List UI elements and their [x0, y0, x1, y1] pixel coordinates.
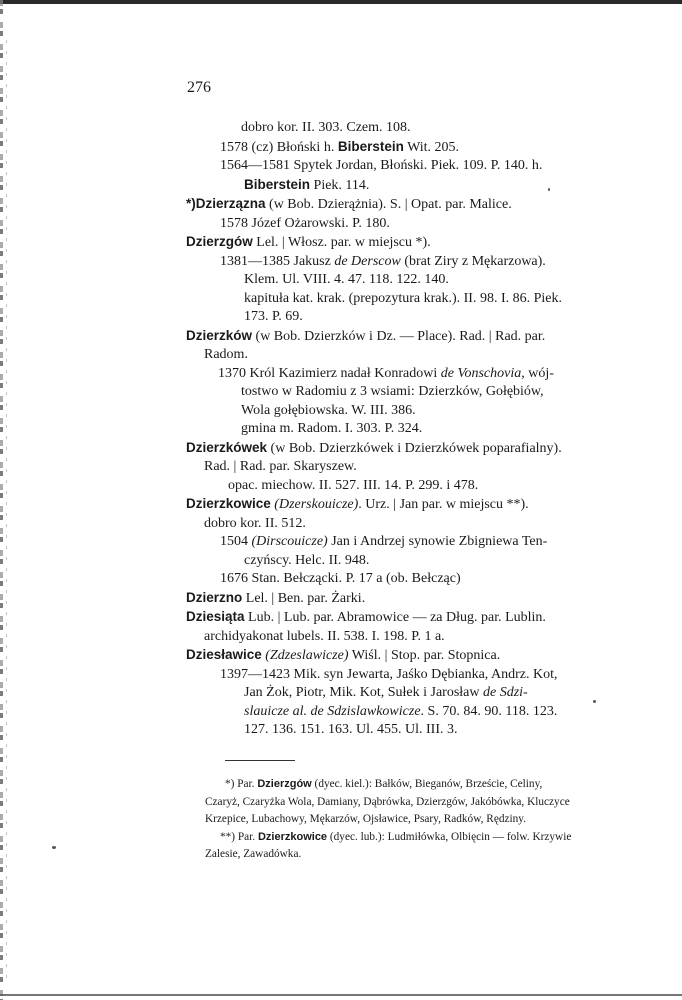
entry-headword: Dziesiąta [186, 609, 245, 624]
entry-line [186, 703, 646, 722]
text-run: 1676 Stan. Bełczącki. P. 17 a (ob. Bełcząc) [220, 571, 461, 586]
footnote-line [205, 846, 637, 864]
text-run: opac. miechow. II. 527. III. 14. P. 299. i 478. [228, 477, 479, 493]
entry-line [186, 138, 646, 158]
entry-line [186, 721, 646, 740]
entry-line [186, 628, 646, 647]
text-run: Klem. Ul. VIII. 4. 47. 118. 122. 140. [244, 272, 449, 287]
entry-headword: Dzierzkowice [186, 496, 271, 511]
scan-edge-top [0, 0, 682, 4]
text-run: Biberstein [337, 138, 404, 154]
italic-text: de Derscow [334, 253, 401, 269]
text-run: 1564—1581 Spytek Jordan, Błoński. Piek. 109. P. 140. h. [220, 158, 543, 173]
footnote-line [205, 829, 637, 847]
text-run: Jan i Andrzej synowie Zbigniewa Ten- [327, 534, 548, 549]
text-run: , wój- [521, 365, 554, 381]
text-run: Lel. | Ben. par. Żarki. [242, 590, 366, 606]
text-run: **) Par. [220, 830, 258, 843]
entry-line [186, 195, 646, 215]
entry-line [186, 253, 646, 272]
entry-headword: Dzierzków [186, 327, 253, 343]
entry-line [186, 570, 646, 589]
entry-line [186, 402, 646, 421]
entry-line [186, 515, 646, 534]
entry-line [186, 495, 646, 515]
text-run: 127. 136. 151. 163. Ul. 455. Ul. III. 3. [244, 722, 458, 737]
text-run: 1504 [220, 534, 252, 549]
footnotes [205, 776, 637, 864]
text-run: Czaryż, Czaryżka Wola, Damiany, Dąbrówka, Dzierzgów, Jakóbówka, Kluczyce [205, 795, 570, 808]
text-run: (w Bob. Dzierzków i Dz. — Place). Rad. | Rad. par. [252, 328, 546, 344]
text-run: Radom. [204, 347, 248, 362]
text-run: Dzierzkowice [257, 830, 328, 843]
italic-text: slauicze al. de Sdzislawkowicze [244, 703, 421, 719]
entry-line [186, 439, 646, 459]
scan-edge-bottom [0, 994, 682, 996]
entry-headword: *)Dzierzązna [186, 196, 266, 211]
italic-text: (Zdzeslawicze) [265, 648, 349, 663]
text-run: Biberstein [244, 176, 311, 192]
text-run: *) Par. [225, 778, 258, 790]
entry-line [186, 327, 646, 347]
text-run: 1578 Józef Ożarowski. P. 180. [220, 215, 390, 231]
text-run: 1370 Król Kazimierz nadał Konradowi [218, 365, 441, 381]
text-run: 1578 (cz) Błoński h. [220, 139, 338, 155]
text-run: Rad. | Rad. par. Skaryszew. [204, 459, 357, 474]
entry-line [186, 383, 646, 402]
entry-line [186, 176, 646, 196]
text-run: tostwo w Radomiu z 3 wsiami: Dzierzków, Gołębiów, [241, 384, 544, 399]
text-run: 1381—1385 Jakusz [220, 253, 335, 269]
italic-text: de Vonschovia [440, 365, 522, 381]
entry-headword: Dzierzkówek [186, 439, 268, 455]
text-run: Krzepice, Lubachowy, Mękarzów, Ojsławice, Psary, Radków, Rędziny. [205, 813, 527, 825]
text-run: . S. 70. 84. 90. 118. 123. [420, 703, 558, 719]
entry-line [186, 420, 646, 439]
text-run: archidyakonat lubels. II. 538. I. 198. P. 1 a. [204, 628, 445, 644]
text-run: Piek. 114. [310, 177, 370, 193]
entry-line [186, 666, 646, 685]
text-run: kapituła kat. krak. (prepozytura krak.). II. 98. I. 86. Piek. [244, 290, 563, 306]
text-run: dobro kor. II. 512. [204, 515, 306, 531]
scan-speck [52, 846, 56, 849]
entry-line [186, 233, 646, 253]
entry-line [186, 290, 646, 309]
entry-line [186, 646, 646, 666]
text-run: Jan Żok, Piotr, Mik. Kot, Sułek i Jarosław [244, 685, 483, 700]
entry-headword: Dzierzgów [186, 234, 253, 249]
text-run: gmina m. Radom. I. 303. P. 324. [241, 421, 423, 436]
footnote-line [205, 811, 637, 829]
text-run: dobro kor. II. 303. Czem. 108. [241, 120, 411, 135]
text-run: Zalesie, Zawadówka. [205, 848, 302, 860]
entry-line [186, 552, 646, 571]
entry-line [186, 533, 646, 552]
text-run: Lub. | Lub. par. Abramowice — za Dług. par. Lublin. [244, 610, 546, 625]
entry-line [186, 589, 646, 609]
entry-headword: Dziesławice [186, 647, 262, 662]
gazetteer-entries [186, 119, 646, 740]
entry-line [186, 157, 646, 176]
entry-line [186, 119, 646, 138]
text-run: (dyec. kiel.): Bałków, Bieganów, Brzeście, Celiny, [311, 778, 543, 790]
text-run: Wola gołębiowska. W. III. 386. [241, 402, 416, 418]
text-run: (brat Ziry z Mękarzowa). [400, 253, 546, 269]
text-run: Wiśl. | Stop. par. Stopnica. [348, 648, 501, 663]
italic-text: (Dzerskouicze) [274, 497, 359, 512]
text-run: Wit. 205. [403, 139, 460, 155]
scan-speck [593, 700, 596, 703]
page-number: 276 [187, 79, 211, 96]
text-run: czyńscy. Helc. II. 948. [244, 552, 370, 568]
entry-line [186, 271, 646, 290]
text-run: (w Bob. Dzierzkówek i Dzierzkówek poparafialny). [267, 440, 562, 456]
text-run: Lel. | Włosz. par. w miejscu *). [252, 235, 431, 250]
text-run: 1397—1423 Mik. syn Jewarta, Jaśko Dębianka, Andrz. Kot, [220, 666, 558, 682]
italic-text: (Dirscouicze) [251, 534, 328, 549]
text-run: . Urz. | Jan par. w miejscu **). [358, 497, 529, 512]
entry-line [186, 458, 646, 477]
entry-line [186, 215, 646, 234]
footnote-line [205, 794, 637, 812]
footnote-rule [225, 760, 295, 761]
entry-line [186, 608, 646, 628]
entry-line [186, 308, 646, 327]
text-run: (dyec. lub.): Ludmiłówka, Olbięcin — folw. Krzywie [327, 830, 572, 843]
italic-text: de Sdzi- [482, 685, 528, 700]
footnote-line [205, 776, 637, 794]
scan-edge-left [0, 0, 3, 1000]
entry-line [186, 477, 646, 496]
text-run: (w Bob. Dzierążnia). S. | Opat. par. Malice. [265, 197, 512, 212]
entry-line [186, 365, 646, 384]
text-run: 173. P. 69. [244, 309, 303, 324]
entry-headword: Dzierzno [186, 589, 243, 605]
scan-speck [548, 188, 550, 191]
entry-line [186, 684, 646, 703]
text-run: Dzierzgów [257, 778, 312, 790]
entry-line [186, 346, 646, 365]
scan-edge-left-inner [6, 40, 7, 980]
